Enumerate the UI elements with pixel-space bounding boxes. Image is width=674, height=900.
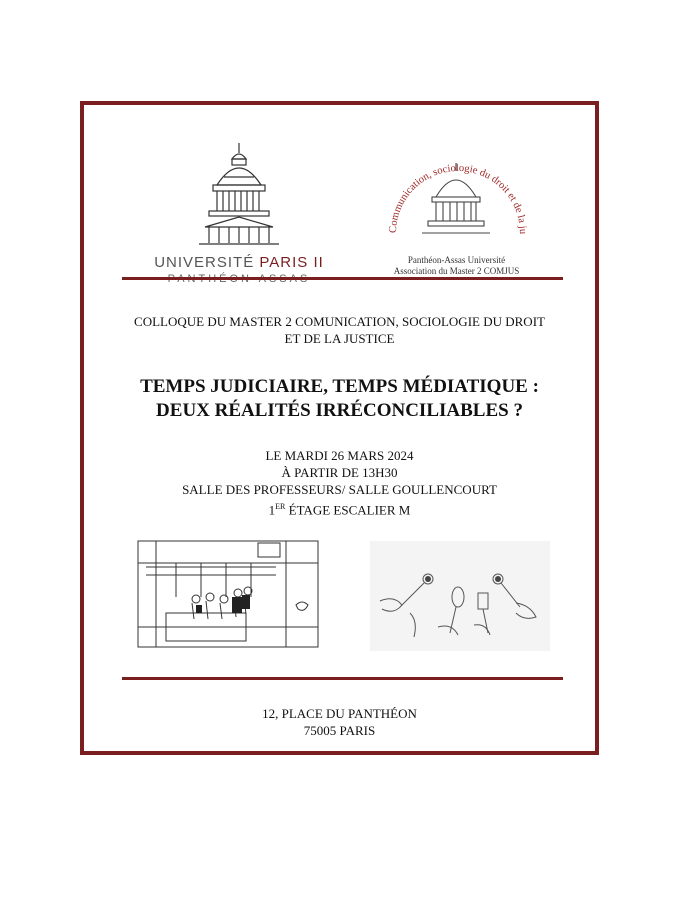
event-room: SALLE DES PROFESSEURS/ SALLE GOULLENCOURT: [182, 482, 497, 497]
event-subtitle: COLLOQUE DU MASTER 2 COMUNICATION, SOCIOLOGIE DU DROIT ET DE LA JUSTICE: [134, 314, 545, 346]
poster-frame: [80, 101, 599, 755]
association-seal: [374, 133, 539, 283]
microphones-sketch-image: [370, 541, 550, 651]
divider-top: [122, 277, 563, 280]
event-time: À PARTIR DE 13H30: [281, 465, 398, 480]
event-address: 12, PLACE DU PANTHÉON 75005 PARIS: [262, 706, 417, 738]
university-name: UNIVERSITÉ PARIS II: [154, 254, 324, 271]
divider-bottom: [122, 677, 563, 680]
pantheon-dome-icon: [139, 137, 339, 249]
seal-arc-text: Communication, sociologie du droit et de la ju: [387, 162, 529, 235]
event-floor: 1ER ÉTAGE ESCALIER M: [268, 502, 411, 518]
seal-caption-1: Panthéon-Assas Université: [407, 255, 506, 265]
seal-caption-2: Association du Master 2 COMJUS: [393, 266, 520, 276]
event-title: TEMPS JUDICIAIRE, TEMPS MÉDIATIQUE : DEUX RÉALITÉS IRRÉCONCILIABLES ?: [140, 376, 539, 421]
seal-graphic: [374, 133, 539, 255]
event-info: [94, 447, 585, 518]
university-logo: [139, 137, 339, 271]
event-date: LE MARDI 26 MARS 2024: [265, 448, 414, 463]
courtroom-sketch-image: [136, 537, 324, 651]
